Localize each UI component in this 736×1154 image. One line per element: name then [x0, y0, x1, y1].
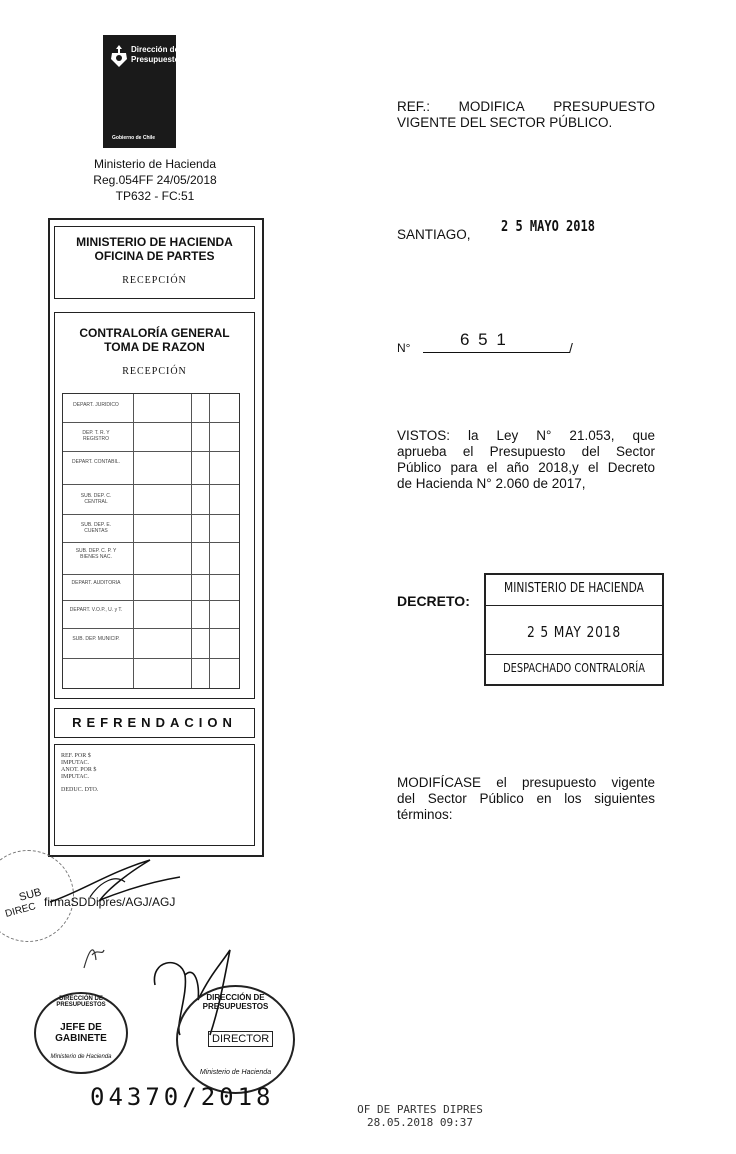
signature-reference: firmaSDDipres/AGJ/AGJ	[44, 895, 176, 909]
refrendacion-line: DEDUC. DTO.	[61, 787, 99, 793]
routing-row-label: DEPART. JURIDICO	[73, 402, 119, 408]
initials-mark	[74, 930, 114, 975]
refrendacion-title: REFRENDACION	[72, 715, 237, 730]
decreto-label: DECRETO:	[397, 593, 470, 609]
despachado-stamp-bottom: DESPACHADO CONTRALORÍA	[503, 661, 645, 675]
ministry-name: Ministerio de Hacienda	[93, 157, 217, 171]
registry-number: Reg.054FF 24/05/2018	[93, 173, 217, 187]
partes-stamp	[54, 226, 255, 299]
decree-date: 2 5 MAYO 2018	[501, 217, 595, 235]
dipres-logo	[103, 35, 184, 148]
routing-row-label: SUB. DEP. C. CENTRAL	[80, 493, 112, 505]
partes-title2: OFICINA DE PARTES	[94, 249, 215, 263]
jefe-stamp-bottom: Ministerio de Hacienda	[50, 1054, 112, 1060]
refrendacion-header	[54, 708, 255, 738]
despachado-stamp-top: MINISTERIO DE HACIENDA	[504, 581, 644, 596]
decree-number: 6 5 1	[460, 330, 508, 349]
jefe-stamp-line1: JEFE DE	[60, 1022, 102, 1033]
routing-row-label: DEPART. AUDITORIA	[71, 580, 121, 586]
refrendacion-line: REF. POR $	[61, 753, 91, 759]
modificase-paragraph	[397, 775, 655, 823]
vistos-line: de Hacienda N° 2.060 de 2017,	[397, 476, 586, 491]
vistos-line: VISTOS: la Ley N° 21.053, que	[397, 428, 655, 443]
oficina-partes-line2: 28.05.2018 09:37	[367, 1116, 473, 1129]
vistos-paragraph	[397, 428, 655, 492]
folio-number: 04370/2018	[90, 1083, 275, 1111]
despachado-stamp	[484, 573, 664, 686]
routing-row-label: DEPART. CONTABIL.	[71, 459, 121, 465]
modificase-line: MODIFÍCASE el presupuesto vigente	[397, 775, 655, 790]
jefe-stamp-line2: GABINETE	[55, 1033, 107, 1044]
director-stamp-center: DIRECTOR	[208, 1031, 273, 1047]
subdirector-stamp-side: DIREC	[4, 901, 38, 920]
contraloria-recepcion: RECEPCIÓN	[122, 366, 187, 377]
refrendacion-line: IMPUTAC.	[61, 760, 90, 766]
director-stamp-bottom: Ministerio de Hacienda	[199, 1069, 272, 1076]
routing-row-label: SUB. DEP. MUNICIP.	[72, 636, 120, 642]
partes-recepcion: RECEPCIÓN	[122, 275, 187, 286]
vistos-line: Público para el año 2018,y el Decreto	[397, 460, 655, 475]
number-label: N°	[397, 341, 411, 355]
refrendacion-line: IMPUTAC.	[61, 774, 90, 780]
contraloria-routing-grid	[62, 393, 240, 689]
contraloria-title2: TOMA DE RAZON	[104, 340, 205, 354]
partes-title1: MINISTERIO DE HACIENDA	[76, 235, 233, 249]
contraloria-title1: CONTRALORÍA GENERAL	[79, 326, 230, 340]
jefe-gabinete-stamp	[34, 992, 128, 1074]
number-underline	[423, 352, 570, 353]
logo-footer: Gobierno de Chile	[112, 135, 156, 141]
modificase-line: del Sector Público en los siguientes	[397, 791, 655, 806]
santiago-label: SANTIAGO,	[397, 227, 471, 242]
ref-label: REF.:	[397, 99, 431, 114]
director-stamp-ring: DIRECCIÓN DE PRESUPUESTOS	[202, 993, 269, 1011]
vistos-line: aprueba el Presupuesto del Sector	[397, 444, 655, 459]
routing-row-label: DEPART. V.O.P., U. y T.	[69, 607, 123, 613]
tp-code: TP632 - FC:51	[115, 189, 195, 203]
ref-line2: VIGENTE DEL SECTOR PÚBLICO.	[397, 115, 613, 130]
modificase-line: términos:	[397, 807, 453, 822]
oficina-partes-line1: OF DE PARTES DIPRES	[357, 1103, 483, 1116]
routing-row-label: DEP. T. R. Y REGISTRO	[82, 430, 110, 442]
subdirector-stamp-top: SUB	[17, 886, 43, 904]
routing-row-label: SUB. DEP. E. CUENTAS	[80, 522, 112, 534]
oficina-partes-timestamp	[340, 1103, 500, 1129]
routing-row-label: SUB. DEP. C. P. Y BIENES NAC.	[75, 548, 117, 560]
logo-line2: Presupuestos	[131, 55, 184, 64]
ref-word: PRESUPUESTO	[553, 99, 655, 114]
ref-word: MODIFICA	[458, 99, 525, 114]
director-stamp	[176, 985, 295, 1094]
despachado-stamp-date: 2 5 MAY 2018	[526, 623, 622, 641]
coat-of-arms-icon	[108, 43, 130, 69]
refrendacion-line: ANOT. POR $	[61, 767, 97, 773]
logo-line1: Dirección de	[131, 45, 180, 54]
number-slash: /	[569, 340, 573, 356]
jefe-stamp-ring: DIRECCIÓN DE PRESUPUESTOS	[56, 996, 106, 1008]
reference	[397, 99, 655, 131]
refrendacion-box	[54, 744, 255, 846]
